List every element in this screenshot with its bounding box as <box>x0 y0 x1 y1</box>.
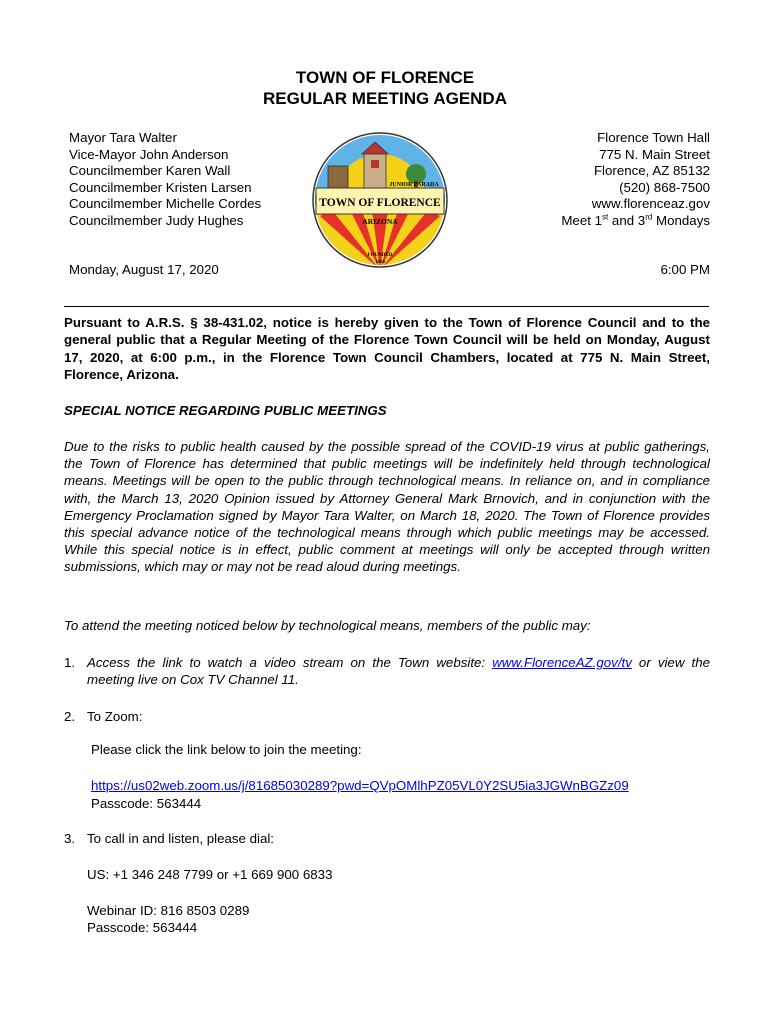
seal-banner-state: ARIZONA <box>362 217 398 226</box>
hall-name: Florence Town Hall <box>597 130 710 145</box>
page-title <box>0 67 770 109</box>
call-passcode: Passcode: 563444 <box>87 920 198 935</box>
hall-website: www.florenceaz.gov <box>591 196 710 212</box>
special-notice-paragraph: Due to the risks to public health caused by the possible spread of the COVID-19 virus at public gatherings, the Town of Florence has determined that public meetings will be indefinitely held through technological means. Meetings will be open to the public through technological means. In reliance on, and in compliance with, the March 13, 2020 Opinion issued by Attorney General Mark Brnovich, and in conjunction with the Emergency Proclamation signed by Mayor Tara Walter, on March 18, 2020. The Town of Florence provides this special advance notice of the technological means through which public meetings may be accessed. While this special notice is in effect, public comment at meetings will only be accepted through written submissions, which may or may not be read aloud during meetings. <box>64 439 710 575</box>
special-notice-heading: SPECIAL NOTICE REGARDING PUBLIC MEETINGS <box>64 403 387 418</box>
council-member: Councilmember Karen Wall <box>69 163 231 179</box>
council-member: Councilmember Michelle Cordes <box>69 196 262 212</box>
list-item-video-stream <box>64 654 710 689</box>
meeting-date: Monday, August 17, 2020 <box>69 262 219 277</box>
florence-tv-link[interactable]: www.FlorenceAZ.gov/tv <box>492 655 632 670</box>
hall-phone: (520) 868-7500 <box>619 179 710 195</box>
seal-year: 1866 <box>375 260 385 265</box>
town-hall-address <box>561 130 710 230</box>
zoom-instruction: Please click the link below to join the meeting: <box>91 742 362 757</box>
hall-city: Florence, AZ 85132 <box>593 163 710 179</box>
item-number: 3. <box>64 831 76 846</box>
council-member: Vice-Mayor John Anderson <box>69 146 229 162</box>
title-agenda: REGULAR MEETING AGENDA <box>263 89 507 108</box>
council-member: Mayor Tara Walter <box>69 130 177 145</box>
dial-numbers: US: +1 346 248 7799 or +1 669 900 6833 <box>87 867 333 882</box>
attend-instructions: To attend the meeting noticed below by technological means, members of the public may: <box>64 618 591 633</box>
item-number: 2. <box>64 709 76 724</box>
call-in-label: To call in and listen, please dial: <box>87 831 275 846</box>
item-number: 1. <box>64 655 76 670</box>
seal-founded: FOUNDED <box>367 253 393 258</box>
zoom-label: To Zoom: <box>87 709 143 724</box>
webinar-id: Webinar ID: 816 8503 0289 <box>87 903 250 918</box>
meeting-time: 6:00 PM <box>660 262 710 277</box>
council-list <box>69 130 261 230</box>
title-town: TOWN OF FLORENCE <box>295 68 475 87</box>
hall-street: 775 N. Main Street <box>599 146 710 162</box>
town-seal-logo <box>310 130 450 270</box>
zoom-passcode: Passcode: 563444 <box>91 796 202 811</box>
seal-banner-main: TOWN OF FLORENCE <box>319 197 441 209</box>
item-text: Access the link to watch a video stream on the Town website: www.FlorenceAZ.gov/tv or view the meeting live on Cox TV Channel 11. <box>87 655 710 688</box>
council-member: Councilmember Judy Hughes <box>69 212 244 228</box>
divider <box>64 306 709 307</box>
meeting-schedule: Meet 1st and 3rd Mondays <box>561 212 710 228</box>
legal-notice: Pursuant to A.R.S. § 38-431.02, notice is hereby given to the Town of Florence Council and to the general public that a Regular Meeting of the Florence Town Council will be held on Monday, August 17, 2020, at 6:00 p.m., in the Florence Town Council Chambers, located at 775 N. Main Street, Florence, Arizona. <box>64 315 710 383</box>
council-member: Councilmember Kristen Larsen <box>69 179 252 195</box>
zoom-link[interactable]: https://us02web.zoom.us/j/81685030289?pwd=QVpOMlhPZ05VL0Y2SU5ia3JGWnBGZz09 <box>91 778 629 793</box>
seal-banner-top: JUNIOR PARADA <box>389 182 439 188</box>
